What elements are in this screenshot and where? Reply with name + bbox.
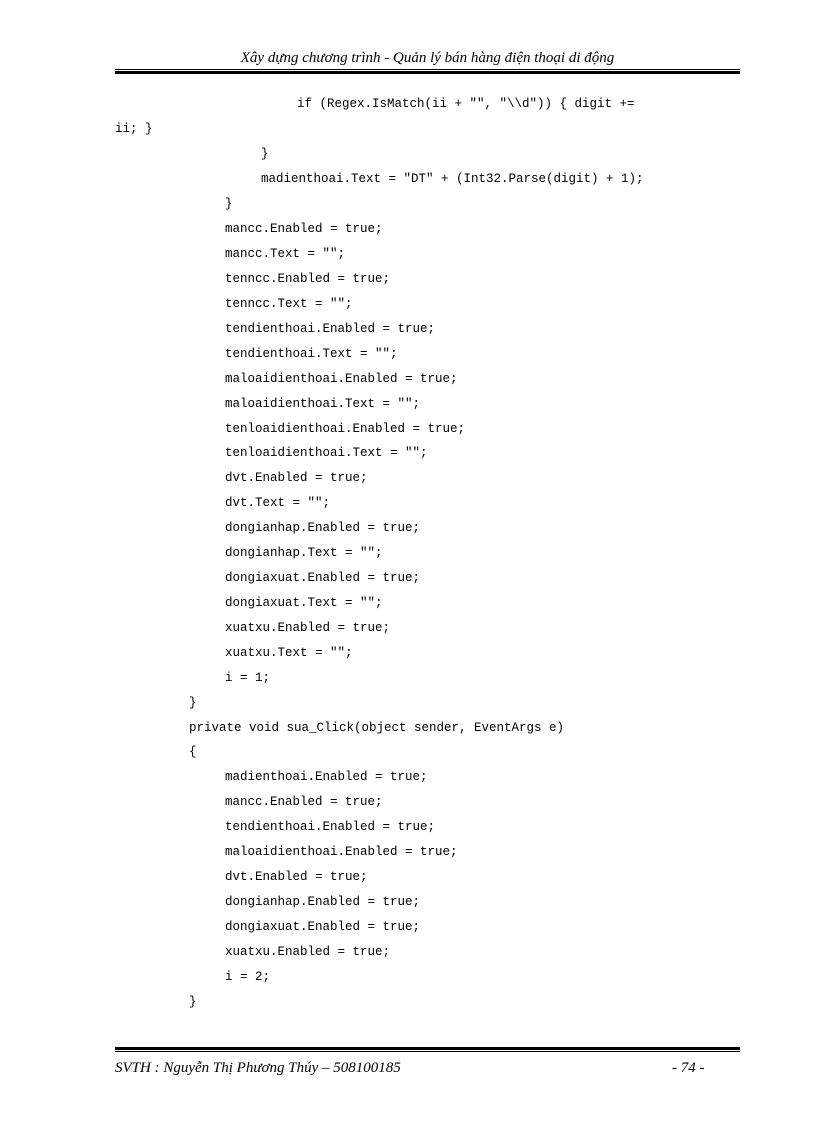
code-line: xuatxu.Enabled = true;: [225, 945, 391, 959]
code-line: dongianhap.Text = "";: [225, 546, 383, 560]
code-line: }: [261, 147, 269, 161]
code-line: maloaidienthoai.Enabled = true;: [225, 845, 458, 859]
code-line: ii; }: [115, 122, 153, 136]
code-line: maloaidienthoai.Text = "";: [225, 397, 421, 411]
code-line: {: [189, 745, 197, 759]
code-line: mancc.Text = "";: [225, 247, 346, 261]
code-line: i = 2;: [225, 970, 271, 984]
code-line: mancc.Enabled = true;: [225, 222, 383, 236]
footer-author: SVTH : Nguyễn Thị Phương Thúy – 508100185: [115, 1060, 401, 1076]
code-line: tenncc.Enabled = true;: [225, 272, 391, 286]
code-line: tendienthoai.Enabled = true;: [225, 820, 436, 834]
code-line: dongianhap.Enabled = true;: [225, 895, 421, 909]
code-line: tenloaidienthoai.Text = "";: [225, 446, 428, 460]
code-line: i = 1;: [225, 671, 271, 685]
code-line: }: [225, 197, 233, 211]
code-line: dongiaxuat.Enabled = true;: [225, 571, 421, 585]
code-line: if (Regex.IsMatch(ii + "", "\\d")) { digit +=: [297, 97, 635, 111]
code-line: dvt.Enabled = true;: [225, 471, 368, 485]
code-line: maloaidienthoai.Enabled = true;: [225, 372, 458, 386]
code-line: madienthoai.Enabled = true;: [225, 770, 428, 784]
header-rule: [115, 69, 740, 74]
code-line: tenloaidienthoai.Enabled = true;: [225, 422, 466, 436]
code-line: }: [189, 696, 197, 710]
code-line: xuatxu.Text = "";: [225, 646, 353, 660]
footer-rule: [115, 1047, 740, 1052]
code-line: tendienthoai.Enabled = true;: [225, 322, 436, 336]
code-line: mancc.Enabled = true;: [225, 795, 383, 809]
code-line: }: [189, 995, 197, 1009]
code-line: dongianhap.Enabled = true;: [225, 521, 421, 535]
header-title: Xây dựng chương trình - Quản lý bán hàng điện thoại di động: [240, 50, 615, 66]
code-line: dongiaxuat.Enabled = true;: [225, 920, 421, 934]
code-line: dvt.Text = "";: [225, 496, 331, 510]
code-line: dongiaxuat.Text = "";: [225, 596, 383, 610]
code-line: dvt.Enabled = true;: [225, 870, 368, 884]
code-line: xuatxu.Enabled = true;: [225, 621, 391, 635]
code-line: private void sua_Click(object sender, EventArgs e): [189, 721, 565, 735]
code-line: tendienthoai.Text = "";: [225, 347, 398, 361]
code-line: madienthoai.Text = "DT" + (Int32.Parse(digit) + 1);: [261, 172, 644, 186]
code-line: tenncc.Text = "";: [225, 297, 353, 311]
page-number: - 74 -: [672, 1060, 705, 1076]
